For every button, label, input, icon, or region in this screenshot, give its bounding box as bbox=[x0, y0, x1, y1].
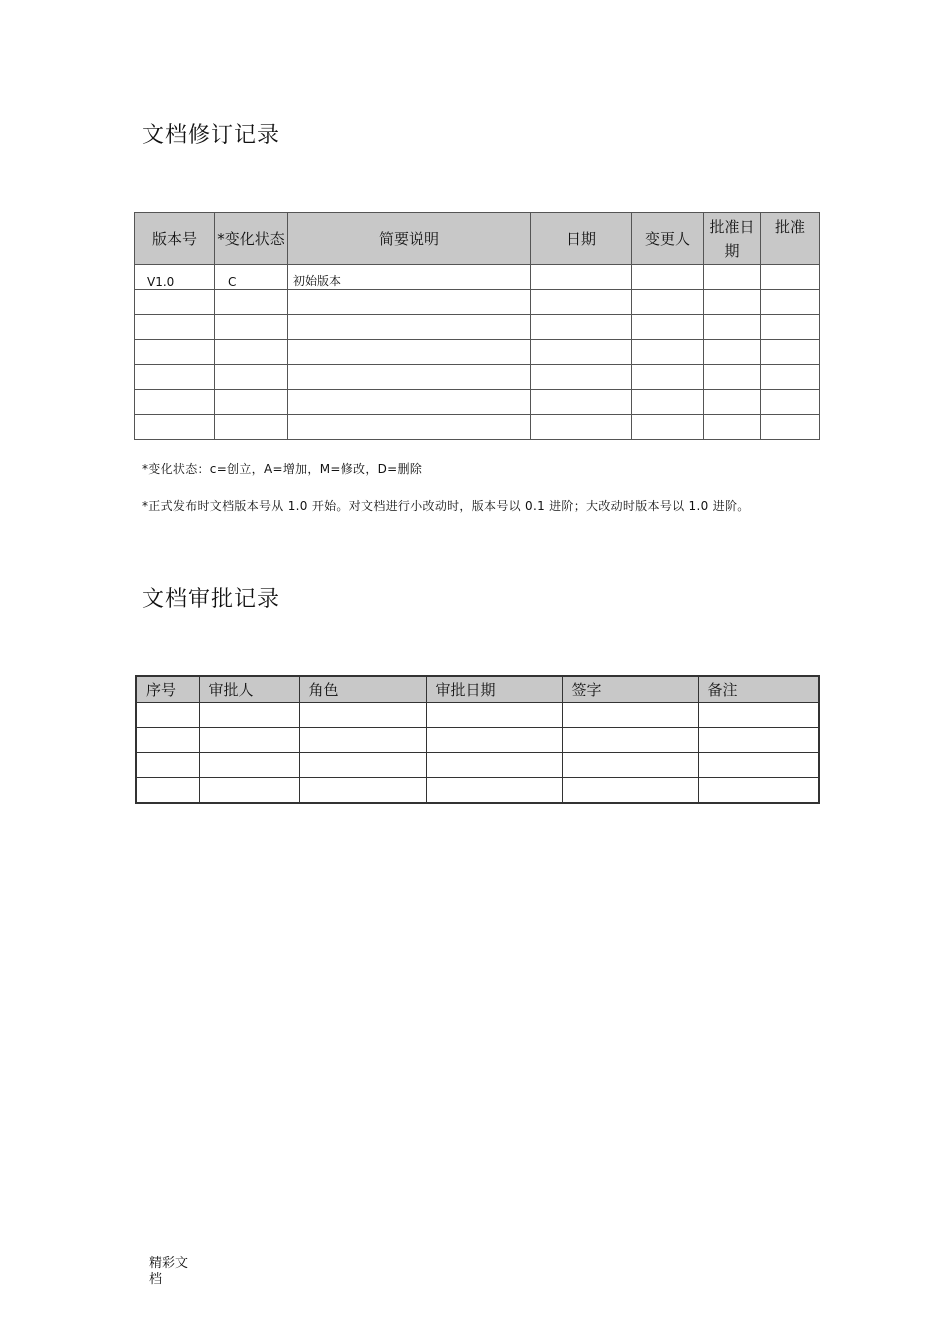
header-changer: 变更人 bbox=[632, 213, 704, 265]
table-cell bbox=[215, 290, 288, 315]
table-cell bbox=[704, 365, 761, 390]
table-cell bbox=[562, 728, 698, 753]
table-cell bbox=[704, 315, 761, 340]
table-cell bbox=[761, 340, 820, 365]
table-cell bbox=[215, 365, 288, 390]
table-cell bbox=[704, 265, 761, 290]
table-cell bbox=[698, 703, 819, 728]
table-row bbox=[135, 265, 820, 290]
table-cell bbox=[531, 315, 632, 340]
table-cell bbox=[531, 290, 632, 315]
table-cell bbox=[632, 265, 704, 290]
note-change-status: *变化状态：c=创立，A=增加，M=修改，D=删除 bbox=[142, 462, 423, 476]
table-cell bbox=[135, 415, 215, 440]
table-cell bbox=[288, 390, 531, 415]
table-cell bbox=[426, 778, 562, 804]
table-cell: V1.0 bbox=[135, 265, 215, 290]
header-version: 版本号 bbox=[135, 213, 215, 265]
revision-title: 文档修订记录 bbox=[142, 123, 281, 148]
header-approve: 批准 bbox=[761, 213, 820, 265]
table-row bbox=[135, 415, 820, 440]
table-cell bbox=[136, 753, 199, 778]
table-cell bbox=[288, 290, 531, 315]
table-cell bbox=[761, 365, 820, 390]
table-cell bbox=[562, 778, 698, 804]
table-cell bbox=[199, 703, 299, 728]
table-cell bbox=[199, 753, 299, 778]
table-cell bbox=[199, 778, 299, 804]
header-summary: 简要说明 bbox=[288, 213, 531, 265]
header-signature: 签字 bbox=[562, 676, 698, 703]
footer-text: 精彩文档 bbox=[149, 1256, 189, 1287]
table-cell bbox=[288, 365, 531, 390]
header-approval-date: 审批日期 bbox=[426, 676, 562, 703]
table-cell bbox=[562, 753, 698, 778]
table-row bbox=[135, 340, 820, 365]
table-row bbox=[135, 315, 820, 340]
table-cell bbox=[698, 728, 819, 753]
table-row bbox=[135, 390, 820, 415]
header-seq: 序号 bbox=[136, 676, 199, 703]
table-row bbox=[135, 290, 820, 315]
header-date: 日期 bbox=[531, 213, 632, 265]
table-cell bbox=[698, 753, 819, 778]
table-cell bbox=[299, 778, 426, 804]
table-cell bbox=[135, 340, 215, 365]
table-cell bbox=[632, 390, 704, 415]
table-cell bbox=[136, 778, 199, 804]
table-row bbox=[136, 753, 819, 778]
table-cell bbox=[426, 703, 562, 728]
table-header-row bbox=[136, 676, 819, 703]
table-cell bbox=[761, 315, 820, 340]
table-cell bbox=[288, 315, 531, 340]
table-cell bbox=[761, 390, 820, 415]
table-cell bbox=[288, 415, 531, 440]
table-cell bbox=[215, 415, 288, 440]
table-cell: C bbox=[215, 265, 288, 290]
table-cell bbox=[632, 315, 704, 340]
table-row bbox=[136, 728, 819, 753]
table-cell bbox=[704, 390, 761, 415]
table-cell bbox=[135, 390, 215, 415]
table-cell bbox=[632, 290, 704, 315]
table-cell bbox=[199, 728, 299, 753]
note-version-rule: *正式发布时文档版本号从 1.0 开始。对文档进行小改动时，版本号以 0.1 进阶；大改动时版本号以 1.0 进阶。 bbox=[142, 499, 750, 513]
table-cell bbox=[135, 290, 215, 315]
table-cell bbox=[704, 340, 761, 365]
table-cell bbox=[761, 290, 820, 315]
table-cell bbox=[531, 365, 632, 390]
table-cell bbox=[215, 390, 288, 415]
header-change-status: *变化状态 bbox=[215, 213, 288, 265]
table-cell bbox=[698, 778, 819, 804]
table-cell bbox=[531, 340, 632, 365]
table-cell bbox=[135, 315, 215, 340]
header-approver: 审批人 bbox=[199, 676, 299, 703]
table-cell bbox=[704, 290, 761, 315]
table-cell bbox=[632, 365, 704, 390]
approval-title: 文档审批记录 bbox=[142, 587, 281, 612]
table-cell bbox=[136, 728, 199, 753]
table-cell bbox=[215, 340, 288, 365]
table-cell bbox=[562, 703, 698, 728]
table-cell bbox=[761, 415, 820, 440]
header-approve-date: 批准日期 bbox=[704, 213, 761, 265]
table-cell bbox=[632, 340, 704, 365]
table-cell bbox=[288, 340, 531, 365]
revision-table bbox=[134, 212, 820, 440]
header-role: 角色 bbox=[299, 676, 426, 703]
table-row bbox=[135, 365, 820, 390]
approval-table bbox=[135, 675, 820, 804]
table-cell bbox=[531, 265, 632, 290]
table-row bbox=[136, 703, 819, 728]
table-cell bbox=[531, 390, 632, 415]
table-cell bbox=[299, 753, 426, 778]
table-cell bbox=[215, 315, 288, 340]
table-cell bbox=[704, 415, 761, 440]
table-cell bbox=[426, 753, 562, 778]
table-cell bbox=[426, 728, 562, 753]
table-cell bbox=[299, 703, 426, 728]
table-cell: 初始版本 bbox=[288, 265, 531, 290]
table-cell bbox=[299, 728, 426, 753]
table-header-row bbox=[135, 213, 820, 265]
table-cell bbox=[632, 415, 704, 440]
table-row bbox=[136, 778, 819, 804]
table-cell bbox=[761, 265, 820, 290]
header-remarks: 备注 bbox=[698, 676, 819, 703]
table-cell bbox=[136, 703, 199, 728]
table-cell bbox=[531, 415, 632, 440]
table-cell bbox=[135, 365, 215, 390]
